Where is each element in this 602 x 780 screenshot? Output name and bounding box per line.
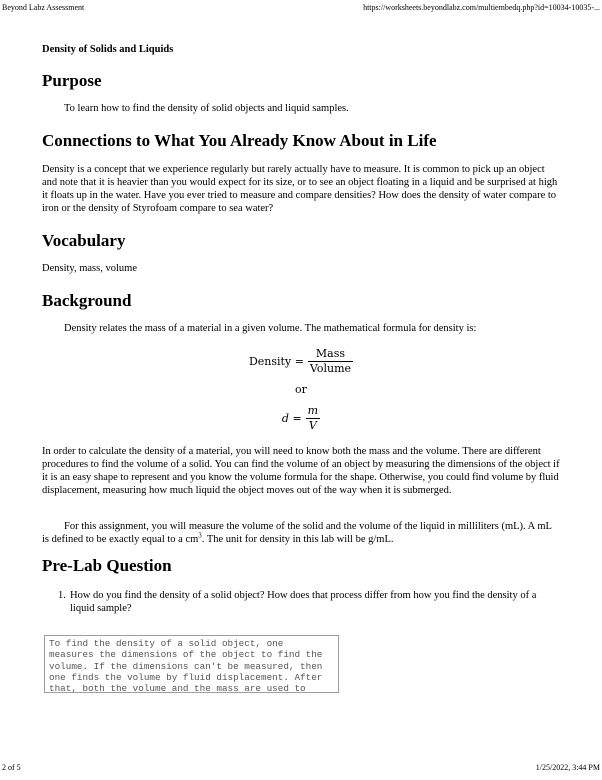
heading-purpose: Purpose bbox=[42, 71, 102, 90]
question-text: How do you find the density of a solid object? How does that process differ from how you find the density of a liquid sample? bbox=[70, 590, 537, 614]
purpose-text: To learn how to find the density of solid objects and liquid samples. bbox=[64, 103, 349, 114]
answer-textarea[interactable] bbox=[44, 635, 339, 693]
formula-or-text: or bbox=[295, 383, 307, 396]
formula2-numerator: m bbox=[307, 404, 319, 417]
formula2-denominator: V bbox=[306, 418, 320, 433]
doc-title: Density of Solids and Liquids bbox=[42, 44, 174, 55]
print-footer bbox=[2, 763, 600, 773]
formula1-denominator: Volume bbox=[309, 362, 352, 375]
background-intro: Density relates the mass of a material in a given volume. The mathematical formula for density is: bbox=[64, 323, 477, 334]
formula1-numerator: Mass bbox=[315, 347, 346, 360]
prelab-question-item bbox=[58, 589, 560, 615]
heading-background: Background bbox=[42, 291, 132, 310]
formula2-fraction bbox=[306, 404, 320, 433]
cm-cubed-superscript: 3 bbox=[198, 531, 202, 540]
page-number: 2 of 5 bbox=[2, 763, 21, 772]
heading-vocabulary: Vocabulary bbox=[42, 231, 126, 250]
background-para-2: For this assignment, you will measure the volume of the solid and the volume of the liquid in milliliters (mL). A mL is defined to be exactly equal to a $cm^3$. The unit for density in this lab will be g/mL. bbox=[42, 521, 552, 545]
print-timestamp: 1/25/2022, 3:44 PM bbox=[535, 763, 600, 772]
formula1-fraction bbox=[308, 347, 353, 376]
print-header-title: Beyond Labz Assessment bbox=[2, 3, 85, 12]
print-header-url: https://worksheets.beyondlabz.com/multiembedq.php?id=10034-10035-... bbox=[363, 3, 600, 12]
vocabulary-text: Density, mass, volume bbox=[42, 263, 137, 274]
background-para-1: In order to calculate the density of a material, you will need to know both the mass and the volume. There are different procedures to find the volume of a solid. You can find the volume of an object by measuring the dimensions of the object if it is an easy shape to represent and you know the volume formula for the shape. Otherwise, you could find volume by fluid displacement, measuring how much liquid the object moves out of the way when it is submerged. bbox=[42, 446, 560, 496]
worksheet-content bbox=[42, 0, 560, 693]
heading-connections: Connections to What You Already Know About in Life bbox=[42, 131, 437, 150]
formula1-lhs: Density = bbox=[248, 355, 304, 368]
density-formula-words bbox=[42, 347, 560, 376]
density-formula-symbols bbox=[42, 404, 560, 433]
connections-text: Density is a concept that we experience regularly but rarely actually have to measure. It is common to pick up an object and note that it is heavier than you would expect for its size, or to see an object floating in a liquid and be surprised at high it floats up in the water. Have you ever tried to measure and compare densities? How does the density of water compare to iron or the density of Styrofoam compare to sea water? bbox=[42, 164, 558, 214]
question-number: 1. bbox=[58, 590, 66, 601]
heading-prelab-question: Pre-Lab Question bbox=[42, 556, 172, 575]
formula2-lhs: d = bbox=[281, 412, 302, 425]
